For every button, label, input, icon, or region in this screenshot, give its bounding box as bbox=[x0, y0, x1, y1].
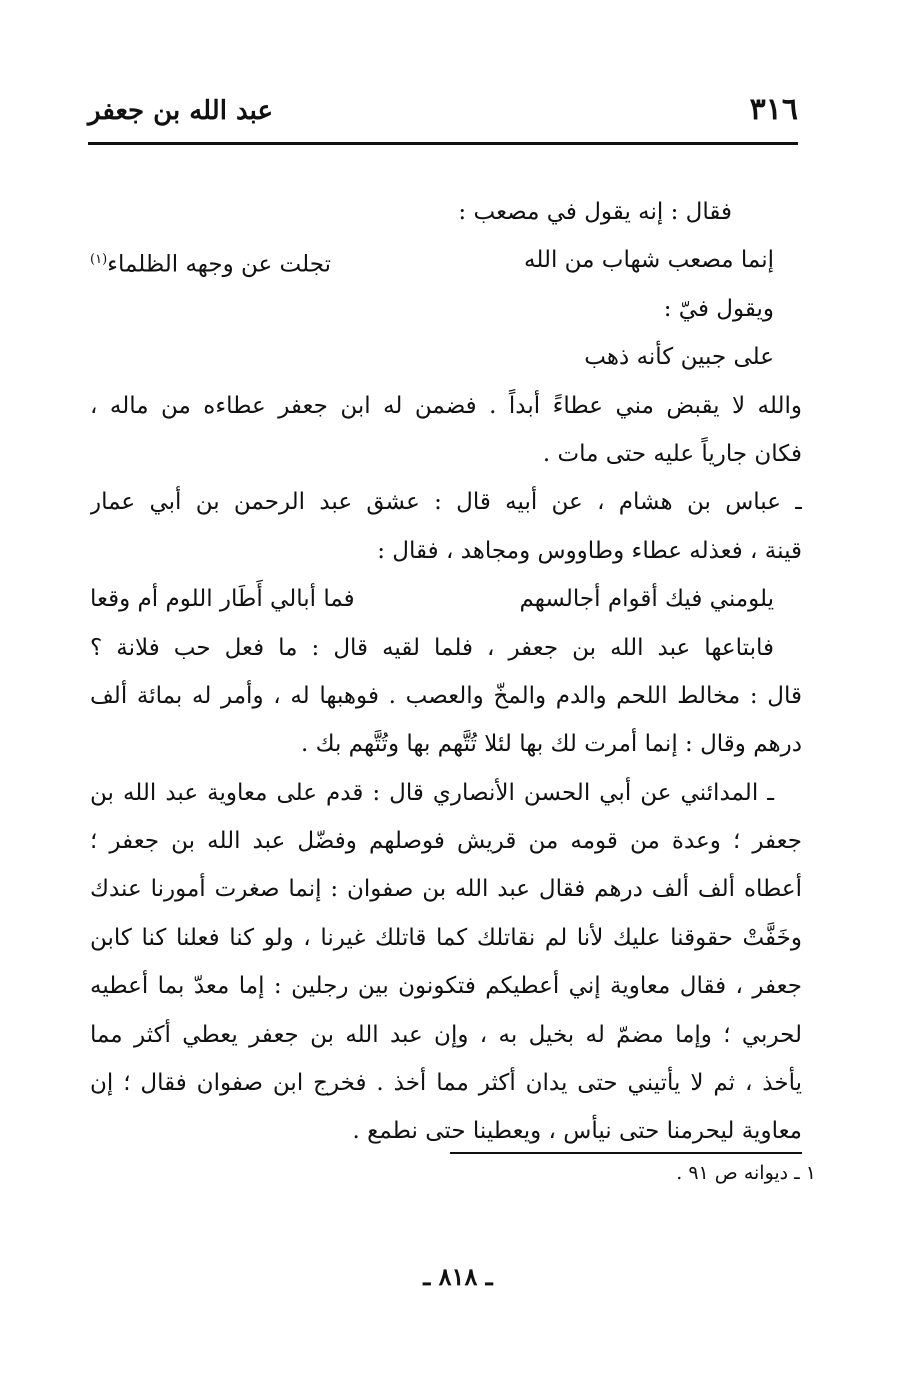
text-line: ويقول فيّ : bbox=[663, 295, 774, 322]
text-line: درهم وقال : إنما أمرت لك بها لئلا تُتَّهم بها وتُتَّهم بك . bbox=[300, 731, 802, 758]
text-line: جعفر ، فقال معاوية إني أعطيكم فتكونون بين رجلين : إما معدّ بما أعطيه bbox=[90, 973, 802, 1000]
running-header bbox=[88, 88, 798, 138]
verse-second-hemistich bbox=[90, 236, 331, 284]
header-divider bbox=[88, 142, 798, 145]
footer-page-number: ـ ٨١٨ ـ bbox=[423, 1262, 493, 1291]
verse-first-hemistich: إنما مصعب شهاب من الله bbox=[524, 247, 774, 274]
text-line: ـ عباس بن هشام ، عن أبيه قال : عشق عبد الرحمن بن أبي عمار bbox=[90, 489, 802, 516]
footnote: ١ ـ ديوانه ص ٩١ . bbox=[676, 1162, 816, 1184]
footnote-marker: (١) bbox=[90, 252, 108, 268]
text-line: وخَفَّتْ حقوقنا عليك لأنا لم نقاتلك كما قاتلك غيرنا ، ولو كنا فعلنا كنا كابن bbox=[90, 924, 802, 951]
text-line: قينة ، فعذله عطاء وطاووس ومجاهد ، فقال : bbox=[377, 537, 802, 564]
text-line: لحربي ؛ وإما مضمّ له بخيل به ، وإن عبد الله بن جعفر يعطي أكثر مما bbox=[90, 1021, 802, 1048]
footnote-divider bbox=[450, 1152, 802, 1154]
text-line: يأخذ ، ثم لا يأتيني حتى يدان أكثر مما أخذ . فخرج ابن صفوان فقال ؛ إن bbox=[90, 1070, 802, 1097]
text-line: أعطاه ألف ألف درهم فقال عبد الله بن صفوان : إنما صغرت أمورنا عندك bbox=[90, 876, 802, 903]
text-line: فقال : إنه يقول في مصعب : bbox=[458, 199, 732, 225]
text-line: جعفر ؛ وعدة من قومه من قريش فوصلهم وفضّل عبد الله بن جعفر ؛ bbox=[90, 828, 802, 855]
header-page-number: ٣١٦ bbox=[749, 92, 798, 127]
verse-second-hemistich: فما أبالي أَطَار اللوم أم وقعا bbox=[90, 586, 355, 613]
verse-line bbox=[90, 575, 802, 623]
text-line: فكان جارياً عليه حتى مات . bbox=[542, 440, 802, 467]
verse-first-hemistich: يلومني فيك أقوام أجالسهم bbox=[519, 586, 774, 613]
text-line: قال : مخالط اللحم والدم والمخّ والعصب . فوهبها له ، وأمر له بمائة ألف bbox=[90, 682, 802, 709]
text-line: ـ المدائني عن أبي الحسن الأنصاري قال : قدم على معاوية عبد الله بن bbox=[90, 779, 774, 806]
text-line: والله لا يقبض مني عطاءً أبداً . فضمن له ابن جعفر عطاءه من ماله ، bbox=[90, 392, 802, 419]
text-line: فابتاعها عبد الله بن جعفر ، فلما لقيه قال : ما فعل حب فلانة ؟ bbox=[90, 634, 774, 661]
verse-second-hemistich-text: تجلت عن وجهه الظلماء bbox=[107, 252, 332, 279]
main-text bbox=[90, 188, 802, 1156]
verse-line bbox=[90, 236, 802, 284]
verse-line: على جبين كأنه ذهب bbox=[584, 344, 774, 371]
text-line: معاوية ليحرمنا حتى نيأس ، ويعطينا حتى نطمع . bbox=[352, 1118, 802, 1145]
header-title: عبد الله بن جعفر bbox=[88, 96, 273, 126]
